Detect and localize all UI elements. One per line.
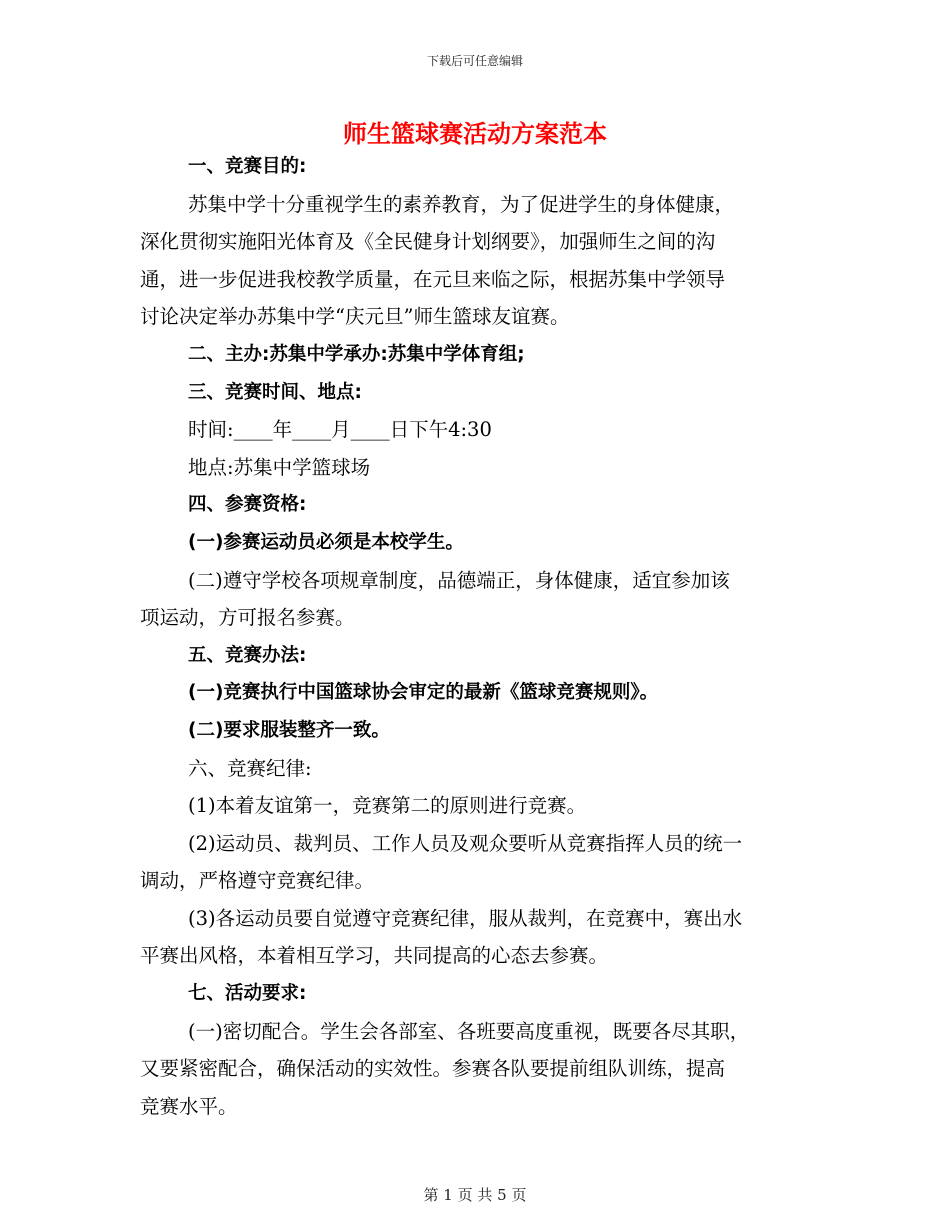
paragraph-line: 平赛出风格，本着相互学习，共同提高的心态去参赛。 — [140, 944, 609, 968]
paragraph-line: 深化贯彻实施阳光体育及《全民健身计划纲要》，加强师生之间的沟 — [140, 230, 716, 254]
section-heading-4: 四、参赛资格: — [188, 494, 307, 516]
paragraph-line: 苏集中学十分重视学生的素养教育，为了促进学生的身体健康， — [188, 192, 735, 216]
paragraph-line: 讨论决定举办苏集中学“庆元旦”师生篮球友谊赛。 — [140, 305, 570, 329]
document-title: 师生篮球赛活动方案范本 — [343, 120, 607, 148]
document-body — [140, 148, 810, 1125]
page-header: 下载后可任意编辑 — [426, 54, 523, 68]
paragraph-line: 地点:苏集中学篮球场 — [188, 455, 371, 479]
paragraph-line: 调动，严格遵守竞赛纪律。 — [140, 869, 375, 893]
paragraph-line: (二)遵守学校各项规章制度，品德端正，身体健康，适宜参加该 — [188, 568, 730, 592]
section-heading-1: 一、竞赛目的: — [188, 156, 307, 177]
paragraph-line: 竞赛水平。 — [140, 1094, 238, 1118]
paragraph-line: (一)密切配合。学生会各部室、各班要高度重视，既要各尽其职， — [188, 1019, 750, 1043]
bold-item: (一)参赛运动员必须是本校学生。 — [188, 531, 464, 553]
section-heading-7: 七、活动要求: — [188, 983, 307, 1005]
section-heading-2: 二、主办:苏集中学承办:苏集中学体育组; — [188, 343, 525, 365]
bold-item: (一)竞赛执行中国篮球协会审定的最新《篮球竞赛规则》。 — [188, 682, 659, 704]
paragraph-line: 又要紧密配合，确保活动的实效性。参赛各队要提前组队训练，提高 — [140, 1057, 726, 1081]
paragraph-line: 时间:____年____月____日下午4:30 — [188, 418, 492, 442]
section-heading-5: 五、竞赛办法: — [188, 644, 307, 666]
section-heading-3: 三、竞赛时间、地点: — [188, 381, 362, 403]
paragraph-line: 项运动，方可报名参赛。 — [140, 606, 355, 630]
paragraph-line: (3)各运动员要自觉遵守竞赛纪律，服从裁判，在竞赛中，赛出水 — [188, 906, 743, 930]
section-heading-6: 六、竞赛纪律: — [188, 756, 312, 780]
paragraph-line: (2)运动员、裁判员、工作人员及观众要听从竞赛指挥人员的统一 — [188, 831, 743, 855]
paragraph-line: 通，进一步促进我校教学质量，在元旦来临之际，根据苏集中学领导 — [140, 267, 726, 291]
page-footer: 第 1 页 共 5 页 — [423, 1186, 527, 1204]
paragraph-line: (1)本着友谊第一，竞赛第二的原则进行竞赛。 — [188, 794, 587, 818]
bold-item: (二)要求服装整齐一致。 — [188, 719, 390, 741]
